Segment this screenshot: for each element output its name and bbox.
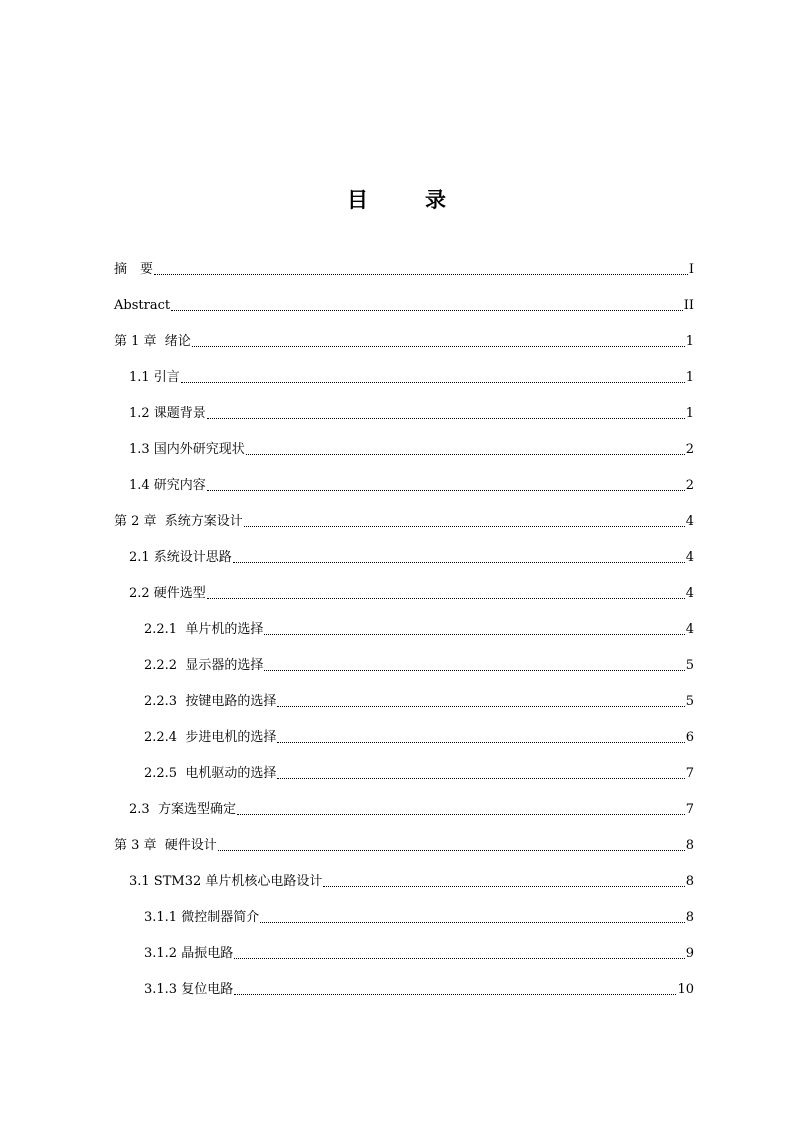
toc-entry-page: II [683, 298, 694, 313]
toc-entry-section-2-2-4[interactable] [144, 720, 694, 748]
dot-leader [192, 332, 685, 352]
toc-entry-page: 6 [685, 730, 694, 745]
dot-leader [237, 800, 685, 820]
toc-entry-page: 2 [685, 442, 694, 457]
toc-entry-title: 2.2.3 按键电路的选择 [144, 694, 277, 709]
toc-entry-title: 1.4 研究内容 [129, 478, 206, 493]
toc-entry-section-2-2[interactable] [129, 576, 694, 604]
toc-entry-page: 8 [685, 838, 694, 853]
toc-entry-section-1-1[interactable] [129, 360, 694, 388]
toc-entry-title: 2.2 硬件选型 [129, 586, 206, 601]
toc-entry-section-1-3[interactable] [129, 432, 694, 460]
dot-leader [207, 404, 685, 424]
toc-entry-page: 1 [685, 334, 694, 349]
dot-leader [244, 512, 685, 532]
page-title: 目 录 [347, 188, 464, 213]
toc-entry-page: I [688, 262, 694, 277]
toc-entry-page: 7 [685, 766, 694, 781]
toc-entry-chapter-2[interactable] [114, 504, 694, 532]
toc-entry-section-1-2[interactable] [129, 396, 694, 424]
toc-entry-section-2-1[interactable] [129, 540, 694, 568]
dot-leader [246, 440, 685, 460]
toc-entry-section-2-2-1[interactable] [144, 612, 694, 640]
toc-entry-title: 2.2.5 电机驱动的选择 [144, 766, 277, 781]
toc-entry-page: 1 [685, 370, 694, 385]
toc-entry-section-2-2-2[interactable] [144, 648, 694, 676]
toc-entry-abstract-en[interactable] [114, 288, 694, 316]
toc-entry-page: 9 [685, 946, 694, 961]
toc-entry-title: 3.1.2 晶振电路 [144, 946, 234, 961]
dot-leader [234, 944, 685, 964]
toc-entry-section-3-1-3[interactable] [144, 972, 694, 1000]
toc-entry-title: 2.2.4 步进电机的选择 [144, 730, 277, 745]
toc-entry-title: 1.3 国内外研究现状 [129, 442, 245, 457]
toc-entry-page: 8 [685, 910, 694, 925]
dot-leader [277, 764, 684, 784]
toc-entry-title: 第 2 章 系统方案设计 [114, 514, 243, 529]
dot-leader [218, 836, 685, 856]
toc-entry-section-2-2-3[interactable] [144, 684, 694, 712]
toc-entry-page: 10 [677, 982, 694, 997]
toc-entry-section-2-3[interactable] [129, 792, 694, 820]
dot-leader [171, 296, 683, 316]
toc-entry-page: 4 [685, 550, 694, 565]
toc-entry-page: 5 [685, 694, 694, 709]
toc-entry-title: 2.2.1 单片机的选择 [144, 622, 264, 637]
dot-leader [207, 584, 685, 604]
toc-entry-title: 第 3 章 硬件设计 [114, 838, 217, 853]
toc-entry-title: 2.2.2 显示器的选择 [144, 658, 264, 673]
toc-entry-title: 3.1 STM32 单片机核心电路设计 [129, 874, 323, 889]
dot-leader [323, 872, 684, 892]
toc-entry-title: 3.1.1 微控制器简介 [144, 910, 260, 925]
dot-leader [264, 656, 684, 676]
toc-entry-page: 4 [685, 514, 694, 529]
toc-entry-page: 4 [685, 586, 694, 601]
toc-entry-title: 3.1.3 复位电路 [144, 982, 234, 997]
dot-leader [154, 260, 688, 280]
toc-entry-title: 摘 要 [114, 262, 154, 277]
toc-entry-page: 4 [685, 622, 694, 637]
toc-entry-abstract-cn[interactable] [114, 252, 694, 280]
dot-leader [260, 908, 685, 928]
toc-entry-title: 1.1 引言 [129, 370, 180, 385]
toc-entry-chapter-3[interactable] [114, 828, 694, 856]
dot-leader [234, 980, 676, 1000]
toc-entry-section-2-2-5[interactable] [144, 756, 694, 784]
dot-leader [277, 692, 684, 712]
dot-leader [264, 620, 684, 640]
dot-leader [233, 548, 685, 568]
toc-entry-title: 2.3 方案选型确定 [129, 802, 236, 817]
toc-entry-title: 2.1 系统设计思路 [129, 550, 232, 565]
toc-entry-chapter-1[interactable] [114, 324, 694, 352]
toc-entry-title: Abstract [114, 298, 171, 313]
dot-leader [207, 476, 685, 496]
toc-entry-title: 1.2 课题背景 [129, 406, 206, 421]
toc-entry-page: 5 [685, 658, 694, 673]
toc-entry-title: 第 1 章 绪论 [114, 334, 191, 349]
toc-entry-section-3-1[interactable] [129, 864, 694, 892]
toc-entry-page: 2 [685, 478, 694, 493]
dot-leader [181, 368, 685, 388]
dot-leader [277, 728, 684, 748]
toc-entry-page: 7 [685, 802, 694, 817]
toc-entry-section-1-4[interactable] [129, 468, 694, 496]
toc-entry-section-3-1-2[interactable] [144, 936, 694, 964]
toc-entry-page: 8 [685, 874, 694, 889]
toc-entry-section-3-1-1[interactable] [144, 900, 694, 928]
toc-entry-page: 1 [685, 406, 694, 421]
